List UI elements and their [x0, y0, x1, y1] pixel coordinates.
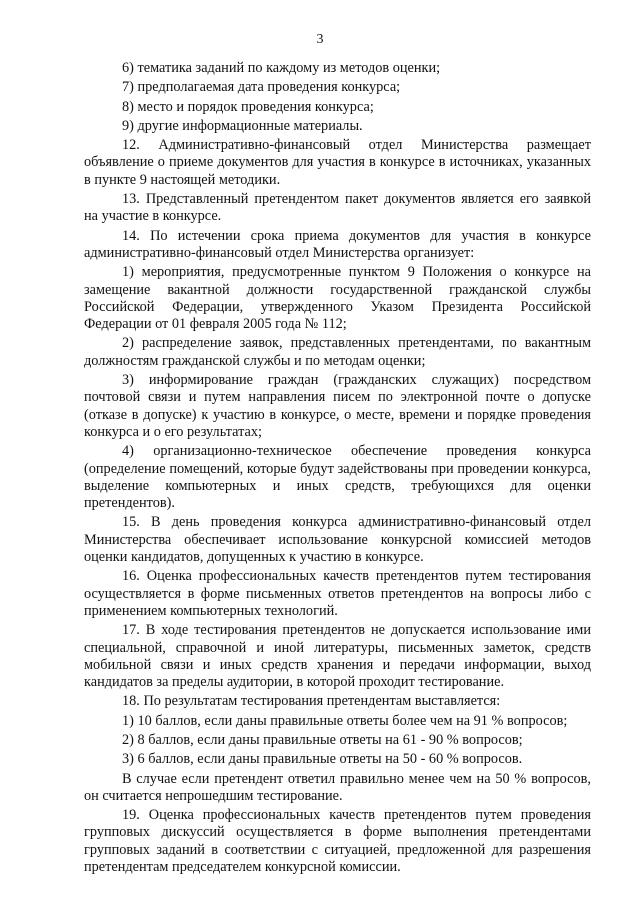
clause-14-item-2: 2) распределение заявок, представленных претендентами, по вакантным должностям гражданской службы и по методам оценки; [84, 335, 591, 369]
clause-14-item-1: 1) мероприятия, предусмотренные пунктом 9 Положения о конкурсе на замещение вакантной должности государственной гражданской службы Российской Федерации, утвержденного Указом Президента Российской Федерации от 01 февраля 2005 года № 112; [84, 264, 591, 333]
clause-18-note: В случае если претендент ответил правильно менее чем на 50 % вопросов, он считается непрошедшим тестирование. [84, 770, 591, 804]
clause-14-item-3: 3) информирование граждан (гражданских служащих) посредством почтовой связи и путем направления писем по электронной почте о допуске (отказе в допуске) к участию в конкурсе, о месте, времени и порядке проведения конкурса и о его результатах; [84, 372, 591, 440]
list-item-9: 9) другие информационные материалы. [122, 117, 363, 134]
page-number: 3 [316, 32, 324, 47]
clause-17: 17. В ходе тестирования претендентов не допускается использование ими специальной, справочной и иной литературы, письменных заметок, средств мобильной связи и иных средств хранения и передачи информации, выход кандидатов за пределы аудитории, в которой проходит тестирование. [84, 622, 591, 691]
list-item-8: 8) место и порядок проведения конкурса; [122, 98, 374, 115]
clause-14: 14. По истечении срока приема документов для участия в конкурсе административно-финансовый отдел Министерства организует: [84, 227, 591, 261]
clause-18: 18. По результатам тестирования претендентам выставляется: [122, 693, 501, 710]
clause-12: 12. Административно-финансовый отдел Министерства размещает объявление о приеме документов для участия в конкурсе в источниках, указанных в пункте 9 настоящей методики. [84, 137, 591, 188]
clause-18-item-1: 1) 10 баллов, если даны правильные ответы более чем на 91 % вопросов; [122, 712, 568, 729]
list-item-6: 6) тематика заданий по каждому из методов оценки; [122, 60, 441, 76]
clause-15: 15. В день проведения конкурса административно-финансовый отдел Министерства обеспечивает использование конкурсной комиссией методов оценки кандидатов, допущенных к участию в конкурсе. [84, 514, 591, 566]
clause-18-item-3: 3) 6 баллов, если даны правильные ответы на 50 - 60 % вопросов. [122, 751, 523, 768]
clause-16: 16. Оценка профессиональных качеств претендентов путем тестирования осуществляется в форме письменных ответов претендентов на вопросы либо с применением компьютерных технологий. [84, 568, 591, 619]
clause-14-item-4: 4) организационно-техническое обеспечение проведения конкурса (определение помещений, которые будут задействованы при проведении конкурса, выделение компьютерных и иных средств, требующихся для оценки претендентов). [84, 443, 591, 512]
document-body [84, 60, 591, 878]
clause-19: 19. Оценка профессиональных качеств претендентов путем проведения групповых дискуссий осуществляется в форме выполнения претендентами групповых заданий в соответствии с ситуацией, предложенной для разрешения претендентам председателем конкурсной комиссии. [84, 807, 591, 876]
list-item-7: 7) предполагаемая дата проведения конкурса; [122, 79, 401, 96]
clause-18-item-2: 2) 8 баллов, если даны правильные ответы на 61 - 90 % вопросов; [122, 731, 523, 748]
clause-13: 13. Представленный претендентом пакет документов является его заявкой на участие в конкурсе. [84, 191, 591, 225]
